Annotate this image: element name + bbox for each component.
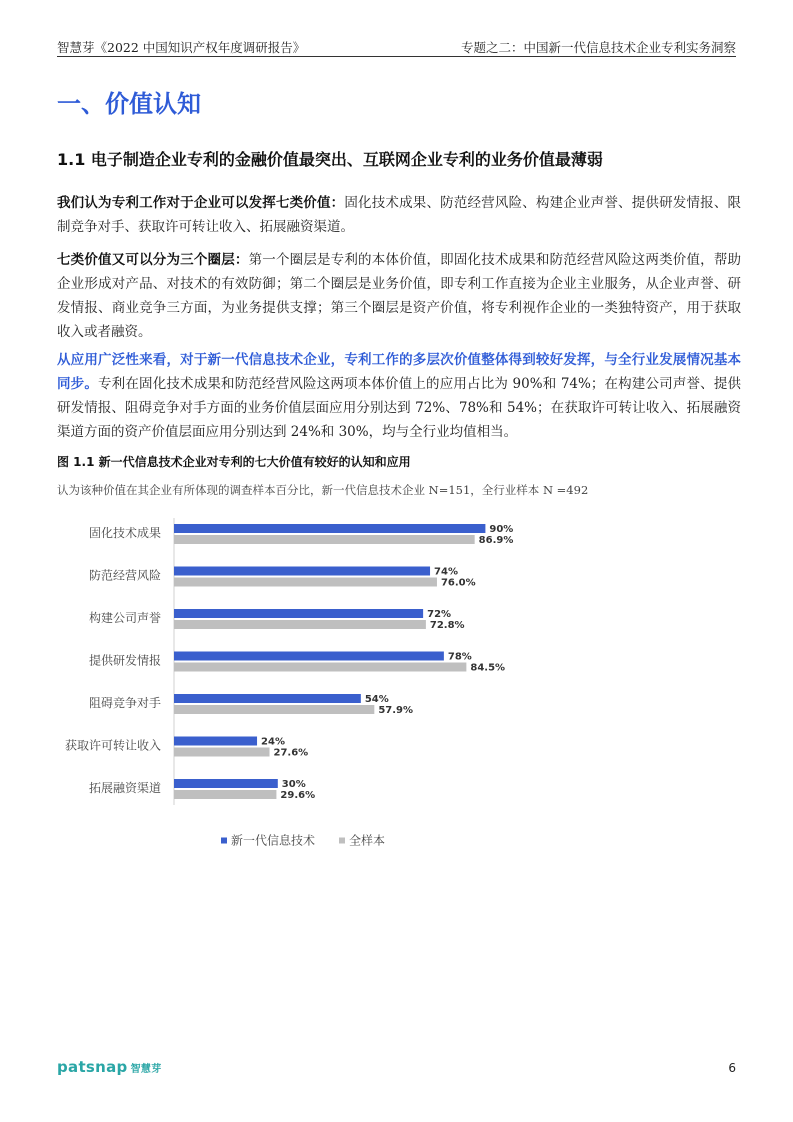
data-label: 72.8% <box>429 620 465 631</box>
section-title: 一、价值认知 <box>57 90 201 118</box>
data-label: 78% <box>447 651 472 663</box>
data-label: 72% <box>427 609 452 620</box>
bar-all-sample <box>174 578 437 587</box>
category-label: 阻碍竞争对手 <box>88 696 161 710</box>
bar-all-sample <box>174 790 276 799</box>
bar-all-sample <box>174 535 475 544</box>
bar-industry <box>174 524 485 533</box>
bar-all-sample <box>174 620 426 629</box>
category-label: 拓展融资渠道 <box>88 781 161 795</box>
bar-industry <box>174 779 278 788</box>
paragraph-body: 固化技术成果、防范经营风险、构建企业声誉、提供研发情报、限制竞争对手、获取许可转让收入、拓展融资渠道。 <box>57 195 742 235</box>
bar-industry <box>174 567 430 576</box>
logo-cn: 智慧芽 <box>130 1064 162 1075</box>
data-label: 24% <box>261 736 285 748</box>
bar-industry <box>174 609 423 618</box>
legend-label: 全样本 <box>349 833 386 848</box>
value-bar-chart <box>57 510 737 850</box>
page-number: 6 <box>728 1061 736 1075</box>
bar-all-sample <box>174 748 269 757</box>
bar-industry <box>174 652 444 661</box>
data-label: 84.5% <box>470 662 506 674</box>
data-label: 29.6% <box>280 790 316 801</box>
paragraph-highlight: 从应用广泛性来看，对于新一代信息技术企业，专利工作的多层次价值整体得到较好发挥，与全行业发展情况基本同步。 <box>57 352 741 392</box>
figure-note: 认为该种价值在其企业有所体现的调查样本百分比，新一代信息技术企业 N=151，全行业样本 N =492 <box>57 483 589 497</box>
patsnap-logo <box>57 1058 162 1076</box>
paragraph-lead: 七类价值又可以分为三个圈层： <box>57 252 249 268</box>
data-label: 57.9% <box>378 705 414 716</box>
data-label: 27.6% <box>273 747 309 759</box>
paragraph-lead: 我们认为专利工作对于企业可以发挥七类价值： <box>57 195 345 211</box>
data-label: 30% <box>281 779 306 790</box>
paragraph-body: 专利在固化技术成果和防范经营风险这两项本体价值上的应用占比为 90%和 74%；在构建公司声誉、提供研发情报、阻碍竞争对手方面的业务价值层面应用分别达到 72%、78%和 54%；在获取许可转让收入、拓展融资渠道方面的资产价值层面应用分别达到 24%和 30%，均与全行业均值相当。 <box>57 376 742 440</box>
category-label: 获取许可转让收入 <box>64 738 161 753</box>
data-label: 54% <box>364 694 389 705</box>
bar-industry <box>174 737 257 746</box>
bar-all-sample <box>174 705 374 714</box>
paragraph-seven-values <box>57 191 741 239</box>
header-report-title: 智慧芽《2022 中国知识产权年度调研报告》 <box>57 40 306 55</box>
page-header <box>57 36 736 57</box>
paragraph-application <box>57 348 741 444</box>
data-label: 74% <box>434 566 458 578</box>
category-label: 构建公司声誉 <box>88 611 161 625</box>
paragraph-body: 第一个圈层是专利的本体价值，即固化技术成果和防范经营风险这两类价值，帮助企业形成对产品、对技术的有效防御；第二个圈层是业务价值，即专利工作直接为企业主业服务，从企业声誉、研发情报、商业竞争三方面，为业务提供支撑；第三个圈层是资产价值，将专利视作企业的一类独特资产，用于获取收入或者融资。 <box>57 252 742 340</box>
legend-swatch-industry <box>221 838 227 844</box>
category-label: 提供研发情报 <box>88 653 161 668</box>
paragraph-three-layers <box>57 248 741 344</box>
data-label: 90% <box>489 524 514 535</box>
legend-label: 新一代信息技术 <box>231 833 316 848</box>
subsection-title: 1.1 电子制造企业专利的金融价值最突出、互联网企业专利的业务价值最薄弱 <box>57 150 603 169</box>
logo-wordmark: patsnap <box>57 1058 128 1076</box>
data-label: 86.9% <box>478 535 514 546</box>
bar-all-sample <box>174 663 466 672</box>
figure-title: 图 1.1 新一代信息技术企业对专利的七大价值有较好的认知和应用 <box>57 455 411 469</box>
data-label: 76.0% <box>440 577 476 589</box>
category-label: 固化技术成果 <box>88 526 161 540</box>
bar-industry <box>174 694 361 703</box>
legend-swatch-all-sample <box>339 838 345 844</box>
header-topic-title: 专题之二：中国新一代信息技术企业专利实务洞察 <box>460 40 736 55</box>
category-label: 防范经营风险 <box>88 568 161 583</box>
